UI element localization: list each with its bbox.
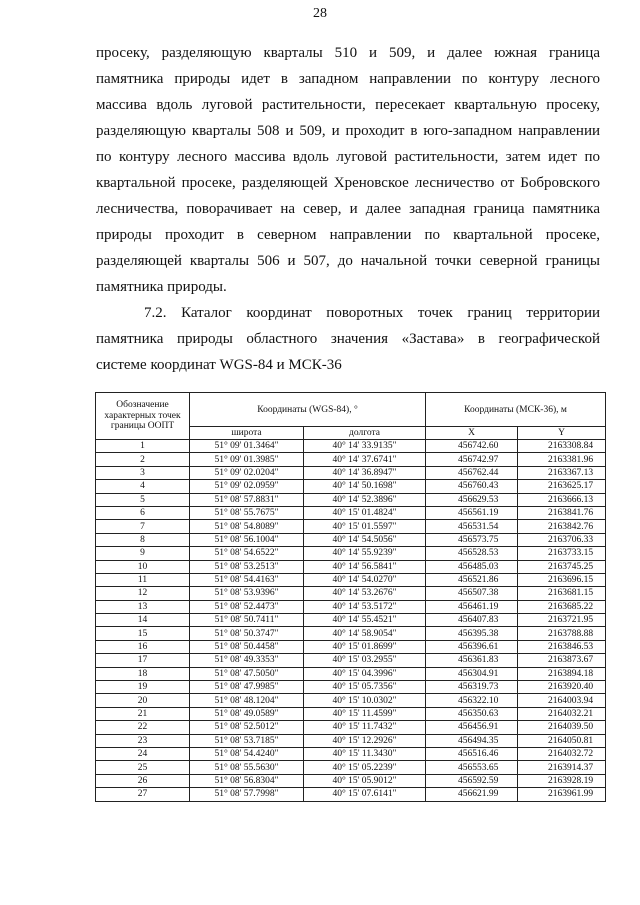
point-number-cell: 13 xyxy=(96,600,190,613)
section-heading xyxy=(96,300,600,378)
x-coordinate-cell: 456521.86 xyxy=(426,573,518,586)
x-coordinate-cell: 456322.10 xyxy=(426,694,518,707)
latitude-cell: 51° 08' 53.7185" xyxy=(190,734,304,747)
header-wgs84-coordinates: Координаты (WGS-84), ° xyxy=(190,393,426,427)
y-coordinate-cell: 2163745.25 xyxy=(518,560,606,573)
y-coordinate-cell: 2163666.13 xyxy=(518,493,606,506)
table-row xyxy=(96,627,606,640)
x-coordinate-cell: 456485.03 xyxy=(426,560,518,573)
latitude-cell: 51° 08' 56.1004" xyxy=(190,533,304,546)
point-number-cell: 21 xyxy=(96,707,190,720)
boundary-description-paragraph xyxy=(96,40,600,300)
point-number-cell: 27 xyxy=(96,788,190,801)
longitude-cell: 40° 14' 53.2676" xyxy=(304,587,426,600)
paragraph-line: разделяющей кварталы 506 и 507, до начальной точки северной границы xyxy=(96,253,600,269)
x-coordinate-cell: 456573.75 xyxy=(426,533,518,546)
latitude-cell: 51° 08' 49.0589" xyxy=(190,707,304,720)
point-number-cell: 19 xyxy=(96,681,190,694)
section-line: 7.2. Каталог координат поворотных точек границ территории xyxy=(144,305,600,321)
y-coordinate-cell: 2163894.18 xyxy=(518,667,606,680)
y-coordinate-cell: 2163873.67 xyxy=(518,654,606,667)
table-row xyxy=(96,681,606,694)
point-number-cell: 5 xyxy=(96,493,190,506)
point-number-cell: 25 xyxy=(96,761,190,774)
x-coordinate-cell: 456592.59 xyxy=(426,774,518,787)
latitude-cell: 51° 08' 54.6522" xyxy=(190,547,304,560)
longitude-cell: 40° 14' 52.3896" xyxy=(304,493,426,506)
table-row xyxy=(96,547,606,560)
point-number-cell: 8 xyxy=(96,533,190,546)
x-coordinate-cell: 456361.83 xyxy=(426,654,518,667)
table-row xyxy=(96,506,606,519)
x-coordinate-cell: 456760.43 xyxy=(426,480,518,493)
paragraph-line: памятника природы идет в западном направлении по контуру лесного xyxy=(96,71,600,87)
x-coordinate-cell: 456621.99 xyxy=(426,788,518,801)
x-coordinate-cell: 456742.97 xyxy=(426,453,518,466)
x-coordinate-cell: 456350.63 xyxy=(426,707,518,720)
longitude-cell: 40° 15' 01.5597" xyxy=(304,520,426,533)
y-coordinate-cell: 2163914.37 xyxy=(518,761,606,774)
table-row xyxy=(96,533,606,546)
point-number-cell: 4 xyxy=(96,480,190,493)
point-number-cell: 15 xyxy=(96,627,190,640)
section-line: системе координат WGS-84 и МСК-36 xyxy=(96,357,342,373)
x-coordinate-cell: 456629.53 xyxy=(426,493,518,506)
x-coordinate-cell: 456507.38 xyxy=(426,587,518,600)
y-coordinate-cell: 2164039.50 xyxy=(518,721,606,734)
latitude-cell: 51° 08' 47.5050" xyxy=(190,667,304,680)
x-coordinate-cell: 456461.19 xyxy=(426,600,518,613)
point-number-cell: 14 xyxy=(96,614,190,627)
longitude-cell: 40° 15' 11.3430" xyxy=(304,747,426,760)
y-coordinate-cell: 2163928.19 xyxy=(518,774,606,787)
latitude-cell: 51° 09' 02.0959" xyxy=(190,480,304,493)
coordinates-table-body xyxy=(96,440,606,802)
longitude-cell: 40° 15' 11.7432" xyxy=(304,721,426,734)
table-row xyxy=(96,493,606,506)
x-coordinate-cell: 456456.91 xyxy=(426,721,518,734)
longitude-cell: 40° 15' 01.8699" xyxy=(304,640,426,653)
x-coordinate-cell: 456561.19 xyxy=(426,506,518,519)
y-coordinate-cell: 2164050.81 xyxy=(518,734,606,747)
table-row xyxy=(96,573,606,586)
point-number-cell: 26 xyxy=(96,774,190,787)
y-coordinate-cell: 2163706.33 xyxy=(518,533,606,546)
point-number-cell: 17 xyxy=(96,654,190,667)
y-coordinate-cell: 2163842.76 xyxy=(518,520,606,533)
longitude-cell: 40° 14' 58.9054" xyxy=(304,627,426,640)
y-coordinate-cell: 2163625.17 xyxy=(518,480,606,493)
latitude-cell: 51° 09' 01.3464" xyxy=(190,440,304,453)
table-row xyxy=(96,466,606,479)
y-coordinate-cell: 2163367.13 xyxy=(518,466,606,479)
longitude-cell: 40° 14' 56.5841" xyxy=(304,560,426,573)
longitude-cell: 40° 15' 01.4824" xyxy=(304,506,426,519)
x-coordinate-cell: 456516.46 xyxy=(426,747,518,760)
longitude-cell: 40° 15' 07.6141" xyxy=(304,788,426,801)
point-number-cell: 3 xyxy=(96,466,190,479)
table-row xyxy=(96,520,606,533)
point-number-cell: 7 xyxy=(96,520,190,533)
longitude-cell: 40° 15' 11.4599" xyxy=(304,707,426,720)
table-row xyxy=(96,440,606,453)
table-row xyxy=(96,560,606,573)
x-coordinate-cell: 456319.73 xyxy=(426,681,518,694)
latitude-cell: 51° 08' 52.4473" xyxy=(190,600,304,613)
y-coordinate-cell: 2163696.15 xyxy=(518,573,606,586)
point-number-cell: 6 xyxy=(96,506,190,519)
point-number-cell: 10 xyxy=(96,560,190,573)
point-number-cell: 9 xyxy=(96,547,190,560)
subheader-longitude: долгота xyxy=(304,427,426,440)
table-row xyxy=(96,614,606,627)
latitude-cell: 51° 08' 55.7675" xyxy=(190,506,304,519)
longitude-cell: 40° 14' 54.5056" xyxy=(304,533,426,546)
body-text xyxy=(96,40,600,378)
latitude-cell: 51° 08' 54.4240" xyxy=(190,747,304,760)
point-number-cell: 18 xyxy=(96,667,190,680)
y-coordinate-cell: 2163381.96 xyxy=(518,453,606,466)
y-coordinate-cell: 2163681.15 xyxy=(518,587,606,600)
table-row xyxy=(96,587,606,600)
table-row xyxy=(96,480,606,493)
header-point-designation: Обозначение характерных точек границы ООПТ xyxy=(96,393,190,440)
point-number-cell: 2 xyxy=(96,453,190,466)
y-coordinate-cell: 2163846.53 xyxy=(518,640,606,653)
latitude-cell: 51° 08' 48.1204" xyxy=(190,694,304,707)
x-coordinate-cell: 456762.44 xyxy=(426,466,518,479)
y-coordinate-cell: 2163961.99 xyxy=(518,788,606,801)
subheader-x: X xyxy=(426,427,518,440)
longitude-cell: 40° 14' 50.1698" xyxy=(304,480,426,493)
x-coordinate-cell: 456531.54 xyxy=(426,520,518,533)
point-number-cell: 23 xyxy=(96,734,190,747)
paragraph-line: просеку, разделяющую кварталы 510 и 509, и далее южная граница xyxy=(96,45,600,61)
y-coordinate-cell: 2163685.22 xyxy=(518,600,606,613)
longitude-cell: 40° 14' 33.9135" xyxy=(304,440,426,453)
table-row xyxy=(96,774,606,787)
y-coordinate-cell: 2163841.76 xyxy=(518,506,606,519)
x-coordinate-cell: 456396.61 xyxy=(426,640,518,653)
latitude-cell: 51° 08' 57.7998" xyxy=(190,788,304,801)
longitude-cell: 40° 14' 37.6741" xyxy=(304,453,426,466)
paragraph-line: массива вдоль луговой растительности, пересекает квартальную просеку, xyxy=(96,97,600,113)
latitude-cell: 51° 08' 49.3353" xyxy=(190,654,304,667)
latitude-cell: 51° 08' 54.8089" xyxy=(190,520,304,533)
table-row xyxy=(96,721,606,734)
point-number-cell: 24 xyxy=(96,747,190,760)
subheader-latitude: широта xyxy=(190,427,304,440)
y-coordinate-cell: 2163920.40 xyxy=(518,681,606,694)
coordinates-table xyxy=(95,392,606,802)
point-number-cell: 1 xyxy=(96,440,190,453)
section-line: памятника природы областного значения «Застава» в географической xyxy=(96,331,600,347)
paragraph-line: природы проходит в северном направлении по квартальной просеке, xyxy=(96,227,600,243)
longitude-cell: 40° 14' 55.9239" xyxy=(304,547,426,560)
paragraph-line: разделяющую кварталы 508 и 509, и проходит в юго-западном направлении xyxy=(96,123,600,139)
point-number-cell: 11 xyxy=(96,573,190,586)
latitude-cell: 51° 08' 47.9985" xyxy=(190,681,304,694)
paragraph-line: лесничества, поворачивает на север, и далее западная граница памятника xyxy=(96,201,600,217)
table-row xyxy=(96,788,606,801)
y-coordinate-cell: 2163788.88 xyxy=(518,627,606,640)
point-number-cell: 20 xyxy=(96,694,190,707)
longitude-cell: 40° 15' 03.2955" xyxy=(304,654,426,667)
paragraph-line: по контуру лесного массива вдоль луговой растительности, затем идет по xyxy=(96,149,600,165)
longitude-cell: 40° 14' 36.8947" xyxy=(304,466,426,479)
latitude-cell: 51° 08' 56.8304" xyxy=(190,774,304,787)
latitude-cell: 51° 08' 55.5630" xyxy=(190,761,304,774)
table-row xyxy=(96,640,606,653)
point-number-cell: 22 xyxy=(96,721,190,734)
longitude-cell: 40° 15' 05.7356" xyxy=(304,681,426,694)
x-coordinate-cell: 456494.35 xyxy=(426,734,518,747)
latitude-cell: 51° 08' 50.3747" xyxy=(190,627,304,640)
table-row xyxy=(96,600,606,613)
point-number-cell: 12 xyxy=(96,587,190,600)
longitude-cell: 40° 15' 05.9012" xyxy=(304,774,426,787)
x-coordinate-cell: 456407.83 xyxy=(426,614,518,627)
point-number-cell: 16 xyxy=(96,640,190,653)
paragraph-line: памятника природы. xyxy=(96,279,227,295)
longitude-cell: 40° 15' 04.3996" xyxy=(304,667,426,680)
y-coordinate-cell: 2163308.84 xyxy=(518,440,606,453)
x-coordinate-cell: 456553.65 xyxy=(426,761,518,774)
latitude-cell: 51° 08' 57.8831" xyxy=(190,493,304,506)
latitude-cell: 51° 08' 52.5012" xyxy=(190,721,304,734)
y-coordinate-cell: 2164032.72 xyxy=(518,747,606,760)
subheader-y: Y xyxy=(518,427,606,440)
longitude-cell: 40° 14' 53.5172" xyxy=(304,600,426,613)
longitude-cell: 40° 14' 54.0270" xyxy=(304,573,426,586)
latitude-cell: 51° 08' 50.7411" xyxy=(190,614,304,627)
latitude-cell: 51° 08' 50.4458" xyxy=(190,640,304,653)
y-coordinate-cell: 2164003.94 xyxy=(518,694,606,707)
latitude-cell: 51° 09' 02.0204" xyxy=(190,466,304,479)
longitude-cell: 40° 15' 05.2239" xyxy=(304,761,426,774)
latitude-cell: 51° 08' 54.4163" xyxy=(190,573,304,586)
x-coordinate-cell: 456742.60 xyxy=(426,440,518,453)
latitude-cell: 51° 09' 01.3985" xyxy=(190,453,304,466)
page-number: 28 xyxy=(313,6,327,21)
x-coordinate-cell: 456528.53 xyxy=(426,547,518,560)
table-row xyxy=(96,667,606,680)
y-coordinate-cell: 2164032.21 xyxy=(518,707,606,720)
longitude-cell: 40° 15' 12.2926" xyxy=(304,734,426,747)
table-row xyxy=(96,453,606,466)
x-coordinate-cell: 456304.91 xyxy=(426,667,518,680)
longitude-cell: 40° 15' 10.0302" xyxy=(304,694,426,707)
paragraph-line: квартальной просеке, разделяющей Хреновское лесничество от Бобровского xyxy=(96,175,600,191)
header-msk36-coordinates: Координаты (МСК-36), м xyxy=(426,393,606,427)
latitude-cell: 51° 08' 53.2513" xyxy=(190,560,304,573)
table-row xyxy=(96,761,606,774)
table-row xyxy=(96,654,606,667)
table-row xyxy=(96,694,606,707)
longitude-cell: 40° 14' 55.4521" xyxy=(304,614,426,627)
latitude-cell: 51° 08' 53.9396" xyxy=(190,587,304,600)
x-coordinate-cell: 456395.38 xyxy=(426,627,518,640)
table-row xyxy=(96,734,606,747)
y-coordinate-cell: 2163721.95 xyxy=(518,614,606,627)
table-row xyxy=(96,707,606,720)
table-row xyxy=(96,747,606,760)
y-coordinate-cell: 2163733.15 xyxy=(518,547,606,560)
